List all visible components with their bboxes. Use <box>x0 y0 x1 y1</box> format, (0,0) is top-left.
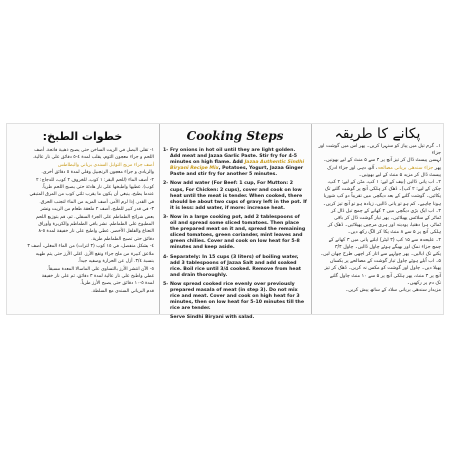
urdu-step-line: پھیلا دیں۔ چاول اور گوشت کو مکس نہ کریں۔ ڈھک کر تیز <box>324 266 441 272</box>
urdu-steps <box>314 143 441 294</box>
english-step <box>163 255 307 279</box>
urdu-step-line: ۴۔ علیحدہ سے ۱۵ کپ (۳ لیٹر) ابلتے پانی میں ۳ کھانے کے <box>328 237 441 243</box>
urdu-step-line: لہسن پیسٹ ڈال کر تیز آنچ پر ۴ سے ۵ منٹ کے لیے بھونیں۔ <box>323 158 441 164</box>
arabic-step-line: النعناع والفلفل الأخضر. غطي واطبخ على نار خفيفة لمدة ٥-٨ <box>38 229 154 235</box>
arabic-step-line: في القدر. إذا لزم الأمر، أضف المزيد من الماء لتجنب الحرق. <box>39 199 154 205</box>
arabic-step-line: أضف جزاء مزيج التوابل السندي برياني والبطاطس <box>58 162 154 168</box>
step-number: 3- <box>163 214 169 220</box>
step-text <box>170 255 307 279</box>
step-number: 2- <box>163 181 169 187</box>
urdu-step-line: چکن کے لیے: ۲ کپ)۔ ڈھک کر ہلکی آنچ پر گوشت گلنے تک <box>324 187 441 193</box>
urdu-step-line: ۲۔ اب پانی ڈالیں (بیف کے لیے: ۱ کپ، مٹن کے لیے: ۲ کپ، <box>327 180 441 186</box>
arabic-step-line: المطبوخ على الطماطم. نشر باقي الطماطم والكزبرة وأوراق <box>38 222 154 228</box>
urdu-step-line: تک دم پر رکھیں۔ <box>406 280 441 286</box>
recipe-instructions-panel <box>6 123 444 321</box>
arabic-steps <box>11 147 154 295</box>
step-text-part: Separately: In 15 cups (3 liters) of boiling water, add 3 tablespoons of Jazaa Salt and add soaked rice. Boil rice until 3/4 cooked. Remove from heat and drain thoroughly. <box>170 254 301 278</box>
urdu-step-line: مزیدار سندھی بریانی سلاد کے ساتھ پیش کریں۔ <box>345 288 441 294</box>
urdu-step-line: ہلکی آنچ پر ۵ سے ۸ منٹ پکا کر الگ رکھ دیں۔ <box>347 230 441 236</box>
product-highlight: جزاء سندھی بریانی مصالحہ <box>377 165 434 171</box>
english-step <box>163 181 307 211</box>
urdu-step-line: پکائیں۔ گوشت گلنے کے بعد دیگچی میں تقریباً دو کپ شوربا <box>323 194 441 200</box>
product-highlight: Jazaa Authentic Sindhi Biryani Recipe Mix <box>170 160 305 172</box>
step-text <box>170 282 307 312</box>
arabic-step-line: بنسبة ٣/٤. أزل عن الحرارة وصفيه جيداً. <box>77 259 154 265</box>
arabic-step-line: ٢- أضف الماء (للحم البقر: ١ كوب، للخروف ٢ كوب، للدجاج: ٢ <box>36 177 154 183</box>
arabic-step-line: ٥- الآن انتشر الأرز بالتساوي على الماسالا المعدة مسبقاً. <box>47 266 154 272</box>
step-text-part: Fry onions in hot oil until they are light golden. Add meat and Jazaa Garlic Paste. Stir fry for 4-5 minutes on high flame. Add <box>170 148 298 166</box>
arabic-step-line: ١- تقلى البصل في الزيت الساخن حتى يصبح ذهبية فاتحة. أضف <box>34 148 154 153</box>
urdu-column <box>311 124 445 314</box>
arabic-step-line: ٤- بشكل منفصل، في ١٥ كوب (٣ لترات) من الماء المغلي، أضف ٣ <box>27 244 154 250</box>
step-text-part: Now spread cooked rice evenly over previously prepared masala of meat (in step 3). Do not mix rice and meat. Cover and cook on high heat for 3 minutes, then on low heat for 5-10 minutes till the rice are tender. <box>170 281 305 312</box>
english-step <box>163 215 307 252</box>
urdu-step-line: ۵۔ اب اُبلے ہوئے چاول تیار گوشت کے مصالحے پر یکساں <box>329 259 441 265</box>
english-steps <box>163 148 307 312</box>
step-number: 1- <box>163 148 169 153</box>
arabic-step-line: دقائق حتى تصبح الطماطم طرية. <box>91 236 154 242</box>
urdu-step-line: آنچ پر ۳ منٹ، پھر ہلکی آنچ پر ۵ سے ۱۰ منٹ چاول گلنے <box>329 273 441 279</box>
step-number: 4- <box>163 254 169 260</box>
urdu-step-line: پھر جزاء سندھی بریانی مصالحہ، آلو، دہی اور جزاء ادرک <box>327 165 441 171</box>
arabic-step-line: غطي واطبخ على نار عالية لمدة ٣ دقائق، ثم على نار خفيفة <box>41 273 154 279</box>
english-heading: Cooking Steps <box>186 129 284 143</box>
urdu-step-line: پکنے تک ابالیں۔ پھر چولہے سے اتار کر اچھی طرح چھان لیں۔ <box>320 252 441 258</box>
urdu-step-line: چمچ جزاء نمک اور بھیگے ہوئے چاول ڈالیں۔ چاول ۳/۴ <box>334 244 441 250</box>
arabic-step-line: لمدة ٥-١٠ دقائق حتى يصبح الأرز طرياً. <box>80 281 154 287</box>
arabic-column <box>7 124 159 314</box>
step-number: 5- <box>163 281 169 287</box>
arabic-step-line: بعض شرائح الطماطم على الجزء السفلي. ثم، قم بتوزيع اللحم <box>36 214 154 220</box>
urdu-step-line: ۳۔ اب ایک بڑی دیگچی میں ۲ کھانے کے چمچ تیل ڈال کر <box>330 208 441 214</box>
step-text <box>170 215 307 252</box>
urdu-step-line: پیسٹ ڈال کر مزید ۵ منٹ کے لیے بھونیں۔ <box>358 172 441 178</box>
english-column <box>159 124 311 321</box>
step-text-part: Now in a large cooking pot, add 2 tablespoons of oil and spread some sliced tomatoes. Then place the prepared meat on it and, spread the remaining sliced tomatoes, green coriander, mint leaves and green chilies. Cover and cook on low heat for 5-8 minutes and keep aside. <box>170 214 306 251</box>
arabic-step-line: والزبادي و جزاء معجون الزنجبيل وقلي لمدة ٥ دقائق أخرى. <box>41 170 154 176</box>
arabic-step-line: اللحم و جزاء معجون الثوم، يقلب لمدة ٤-٥ دقائق على نار عالية. <box>32 155 154 161</box>
urdu-step-line: ہونا چاہیے۔ کم ہو تو پانی ڈالیں، زیادہ ہو تو آنچ تیز کریں۔ <box>322 201 441 207</box>
arabic-step-line: عندما يطبخ، ينبغي أن يكون ما يقرب ثلثي كوب من المرق المتبقي <box>29 192 154 198</box>
arabic-heading: خطوات الطبخ: <box>42 130 123 143</box>
urdu-step-line: ۱۔ گرم تیل میں پیاز کو سنہرا کریں۔ پھر اس میں گوشت اور جزاء <box>318 144 441 157</box>
english-step <box>163 148 307 178</box>
arabic-step-line: ٣- في قدر كبير للطبخ، أضف ٢ ملعقة طعام من الزيت ونشر <box>40 207 154 213</box>
urdu-step-line: ٹماٹر، ہرا دھنیا، پودینہ اور ہری مرچیں پھیلائیں۔ ڈھک کر <box>327 223 441 229</box>
urdu-heading: پکانے کا طریقہ <box>334 126 421 142</box>
arabic-step-line: كوب). غطيها واطبخها على نار هادئة حتى يصبح اللحم طرياً. <box>41 185 154 191</box>
english-step <box>163 282 307 312</box>
urdu-step-line: ٹماٹر کے سلائس پھیلائیں۔ پھر تیار گوشت ڈال کر باقی <box>333 216 441 222</box>
step-text <box>170 181 307 211</box>
english-serve-note: Serve Sindhi Biryani with salad. <box>170 315 255 321</box>
step-text <box>170 148 307 178</box>
step-text-part: Now add water (For Beef: 1 cup, For Mutton: 2 cups, For Chicken: 2 cups), cover and cook on low heat until the meat is tender. When cooked, there should be about two cups of gravy left in the pot. If it is less: add water, if more: increase heat. <box>170 181 307 211</box>
arabic-step-line: قدم البرياني السندي مع السلطة. <box>91 288 154 294</box>
step-text-part: , Potatoes, Yogurt, Jazaa Ginger Paste and stir fry for another 5 minutes. <box>170 166 304 178</box>
arabic-step-line: ملاعق كبيرة من ملح جزاء ونقع الأرز. اغلي الأرز حتى يتم طهيه <box>35 251 154 257</box>
